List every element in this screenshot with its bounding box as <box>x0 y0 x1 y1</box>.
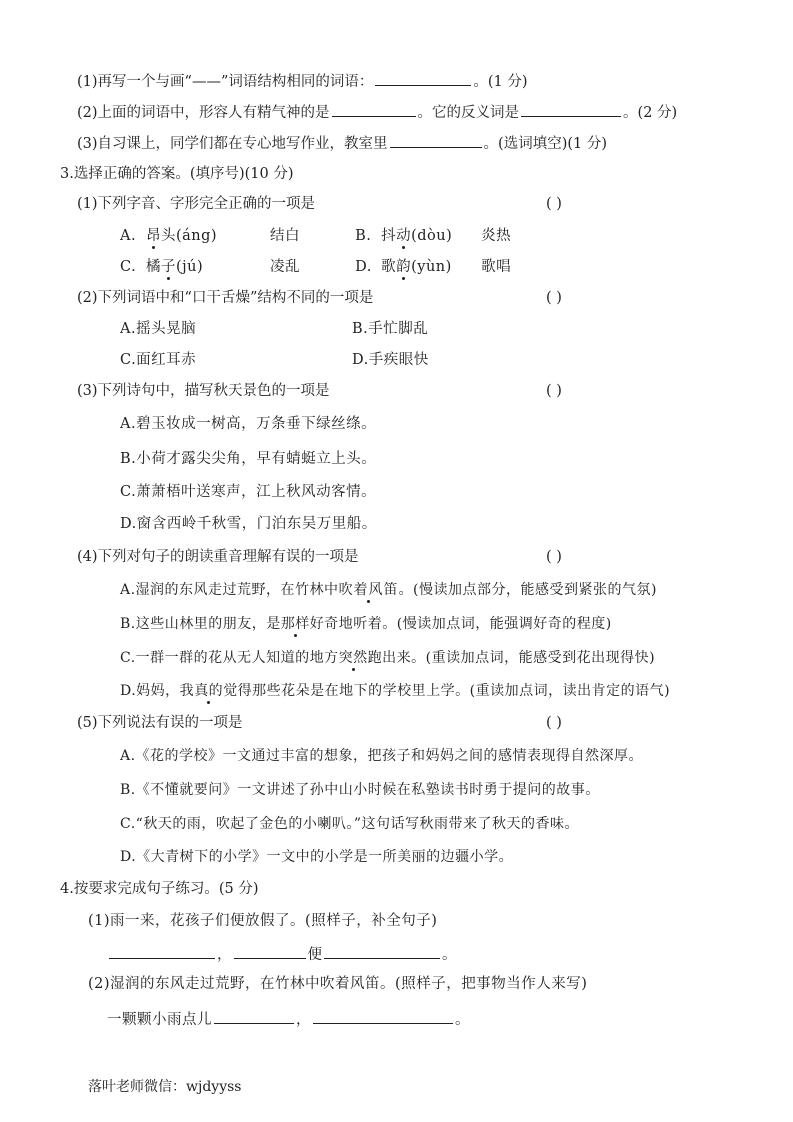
q3-s5-stem: (5)下列说法有误的一项是 <box>77 715 243 731</box>
answer-paren[interactable]: ( ) <box>546 290 562 306</box>
answer-blank[interactable] <box>324 943 440 959</box>
q4-s1-stem: (1)雨一来，花孩子们便放假了。(照样子，补全句子) <box>88 913 438 929</box>
answer-blank[interactable] <box>390 132 482 148</box>
q3-s3-option-d: D.窗含西岭千秋雪，门泊东吴万里船。 <box>120 516 377 532</box>
q3-s2-option-c: C.面红耳赤 <box>120 352 197 368</box>
answer-blank[interactable] <box>375 70 471 86</box>
q3-s1-stem: (1)下列字音、字形完全正确的一项是 <box>77 196 316 212</box>
answer-blank[interactable] <box>521 101 621 117</box>
answer-blank[interactable] <box>214 1008 294 1024</box>
q3-s4-option-d: D.妈妈，我真的觉得那些花朵是在地下的学校里上学。(重读加点词，读出肯定的语气) <box>120 683 671 699</box>
q2-sub3: (3)自习课上，同学们都在专心地写作业，教室里 。(选词填空)(1 分) <box>77 132 607 154</box>
q3-s1-option-c: C. 橘子(jú) 凌乱 D. 歌韵(yùn) 歌唱 <box>120 259 512 275</box>
q2-sub1: (1)再写一个与画“——”词语结构相同的词语： 。(1 分) <box>77 70 528 92</box>
q2-sub2: (2)上面的词语中，形容人有精气神的是 。它的反义词是 。(2 分) <box>77 101 677 123</box>
q3-s5-option-b: B.《不懂就要问》一文讲述了孙中山小时候在私塾读书时勇于提问的故事。 <box>120 782 600 798</box>
q3-s1-option-a: A. 昂头(áng) 结白 B. 抖动(dòu) 炎热 <box>120 228 512 244</box>
q3-s3-option-a: A.碧玉妆成一树高，万条垂下绿丝绦。 <box>120 416 377 432</box>
answer-paren[interactable]: ( ) <box>546 549 562 565</box>
footer-contact: 落叶老师微信：wjdyyss <box>88 1079 242 1095</box>
q3-s4-option-c: C.一群一群的花从无人知道的地方突然跑出来。(重读加点词，能感受到花出现得快) <box>120 650 656 666</box>
q3-s2-option-a: A.摇头晃脑 <box>120 321 197 337</box>
answer-blank[interactable] <box>332 101 416 117</box>
q3-s4-option-a: A.湿润的东风走过荒野，在竹林中吹着风笛。(慢读加点部分，能感受到紧张的气氛) <box>120 582 657 598</box>
q4-title: 4.按要求完成句子练习。(5 分) <box>60 881 259 897</box>
q3-s5-option-a: A.《花的学校》一文通过丰富的想象，把孩子和妈妈之间的感情表现得自然深厚。 <box>120 748 644 764</box>
q3-s4-option-b: B.这些山林里的朋友，是那样好奇地听着。(慢读加点词，能强调好奇的程度) <box>120 616 612 632</box>
q3-s3-option-c: C.萧萧梧叶送寒声，江上秋风动客情。 <box>120 484 377 500</box>
q3-s3-option-b: B.小荷才露尖尖角，早有蜻蜓立上头。 <box>120 451 377 467</box>
q4-s2-answer: 一颗颗小雨点儿 ， 。 <box>107 1008 470 1030</box>
q3-title: 3.选择正确的答案。(填序号)(10 分) <box>60 166 294 182</box>
answer-paren[interactable]: ( ) <box>546 715 562 731</box>
q3-s2-option-b: B.手忙脚乱 <box>352 321 429 337</box>
answer-blank[interactable] <box>109 943 215 959</box>
q3-s2-stem: (2)下列词语中和“口干舌燥”结构不同的一项是 <box>77 290 374 306</box>
q3-s3-stem: (3)下列诗句中，描写秋天景色的一项是 <box>77 383 330 399</box>
q4-s1-answer: ， 便 。 <box>107 943 457 965</box>
q3-s5-option-d: D.《大青树下的小学》一文中的小学是一所美丽的边疆小学。 <box>120 849 514 865</box>
answer-blank[interactable] <box>313 1008 453 1024</box>
q3-s2-option-d: D.手疾眼快 <box>352 352 429 368</box>
q4-s2-stem: (2)湿润的东风走过荒野，在竹林中吹着风笛。(照样子，把事物当作人来写) <box>88 976 588 992</box>
answer-paren[interactable]: ( ) <box>546 196 562 212</box>
answer-blank[interactable] <box>234 943 306 959</box>
q3-s4-stem: (4)下列对句子的朗读重音理解有误的一项是 <box>77 549 359 565</box>
q3-s5-option-c: C.“秋天的雨，吹起了金色的小喇叭。”这句话写秋雨带来了秋天的香味。 <box>120 816 579 832</box>
answer-paren[interactable]: ( ) <box>546 383 562 399</box>
